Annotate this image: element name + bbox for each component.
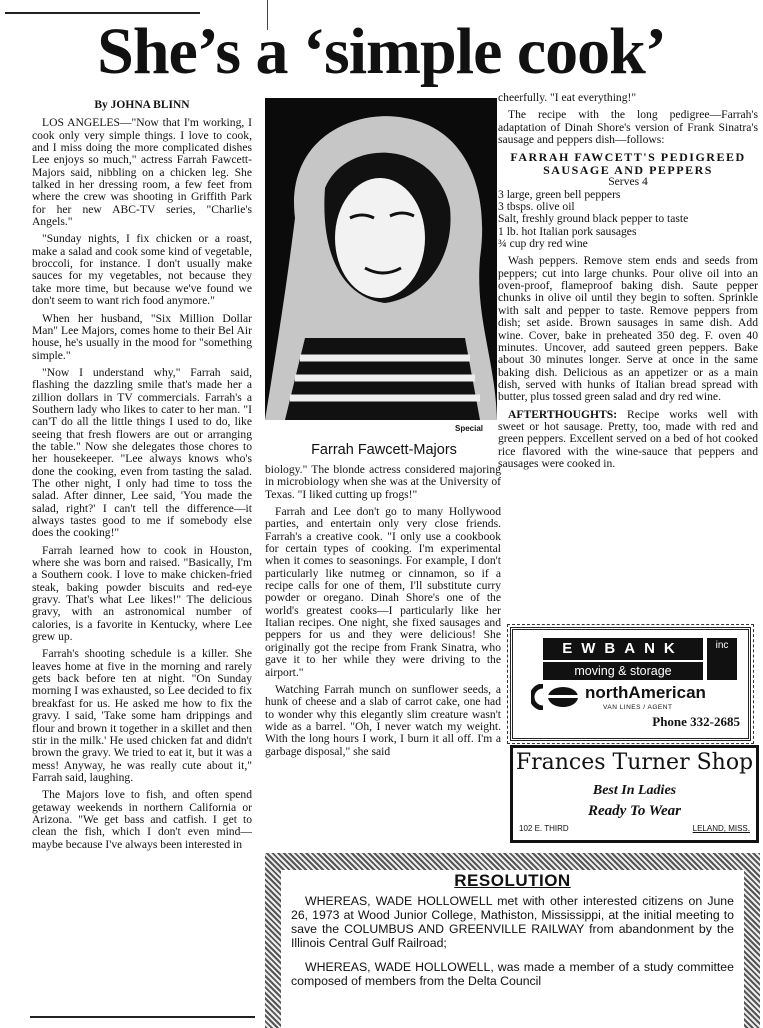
ingredient: ¾ cup dry red wine: [498, 237, 588, 251]
left-column: [32, 99, 252, 1004]
rule-bottom: [30, 1016, 255, 1018]
recipe-title: FARRAH FAWCETT'S PEDIGREED SAUSAGE AND PEPPERS: [510, 150, 746, 177]
shop-name: Frances Turner Shop: [515, 750, 754, 775]
photo-credit: Special: [455, 424, 484, 433]
right-column: [498, 92, 758, 617]
ingredient: 1 lb. hot Italian pork sausages: [498, 224, 637, 238]
paragraph: LOS ANGELES—"Now that I'm working, I cook only very simple things. I love to cook, and I miss doing the more complicated dishes Lee enjoys so much," actress Farrah Fawcett-Majors said, nibbling on a chicken leg. She talked in her dressing room, a few feet from where the crew was shooting in Griffith Park for her new ABC-TV series, "Charlie's Angels.": [32, 116, 252, 229]
ewbank-ad: [510, 627, 751, 741]
afterthoughts-label: AFTERTHOUGHTS:: [508, 407, 618, 421]
ewbank-phone: Phone 332-2685: [652, 714, 740, 729]
byline: By JOHNA BLINN: [94, 99, 190, 111]
paragraph: biology." The blonde actress considered majoring in microbiology when she was at the University of Texas. "I liked cutting up frogs!": [265, 464, 501, 501]
paragraph: Farrah and Lee don't go to many Hollywood parties, and entertain only very close friends. Farrah's a creative cook. "I only use a cookbook for certain types of cooking. I'm experimental when it comes to seasonings. For example, I don't particularly like nutmeg or cinnamon, so if a recipe calls for one of them, I'll substitute curry powder or oregano. Dinah Shore's one of the world's greatest cooks—I particularly like her Italian recipes. One night, she fixed sausages and peppers for us and they were delicious! She originally got the recipe from Frank Sinatra, who gave it to her while they were driving to the airport.": [265, 505, 501, 679]
van-lines-agent: VAN LINES / AGENT: [603, 704, 673, 711]
portrait-photo: [265, 98, 497, 420]
frances-turner-shop-ad: [510, 745, 759, 843]
ewbank-inc: inc: [707, 638, 737, 680]
north-american-brand: northAmerican: [585, 683, 706, 702]
paragraph: cheerfully. "I eat everything!": [498, 92, 637, 104]
resolution-box: [265, 853, 760, 1028]
shop-line1: Best In Ladies: [592, 783, 677, 798]
paragraph: Farrah learned how to cook in Houston, where she was born and raised. "Basically, I'm a Southern cook. I love to make chicken-fried steak, baking powder biscuits and red-eye gravy. That's what Lee likes!" The delicious gravy, with an astronomical number of calories, is a favorite in Kentucky, where Lee grew up.: [32, 543, 252, 644]
paragraph: "Now I understand why," Farrah said, flashing the dazzling smile that's made her a zillion dollars in TV commercials. Farrah's a Southern lady who likes to cater to her man. "I can'T do all the little things I used to do, like seeing that fresh flowers are out or arranging the table." Now she delegates those chores to her housekeeper. "Lee always knows who's done the cooking, even from tasting the salad. The other night, I only had time to toss the salad. After dinner, Lee said, 'You made the salad, right?' I can't tell the difference—it always tastes good to me if somebody else does the cooking!": [32, 365, 252, 540]
afterthoughts: [498, 409, 758, 471]
paragraph: Watching Farrah munch on sunflower seeds, a hunk of cheese and a slab of carrot cake, one had to wonder why this elegantly slim creature wasn't wide as a barrel. "Oh, I never watch my weight. With the long hours I work, I burn it all off. I'm a garbage disposal," she said: [265, 682, 501, 758]
headline: She’s a ‘simple cook’: [97, 15, 666, 88]
paragraph: When her husband, "Six Million Dollar Man" Lee Majors, comes home to their Bel Air house, he's usually in the mood for "something simple.": [32, 311, 252, 362]
shop-town: LELAND, MISS.: [692, 824, 750, 833]
ingredient: Salt, freshly ground black pepper to taste: [498, 212, 689, 226]
ingredient: 3 large, green bell peppers: [498, 187, 621, 201]
middle-column: [265, 464, 501, 850]
ewbank-tagline: moving & storage: [543, 662, 703, 680]
ingredient: 3 tbsps. olive oil: [498, 200, 575, 214]
recipe-directions: Wash peppers. Remove stem ends and seeds from peppers; cut into large chunks. Pour olive oil into an oven-proof, flameproof baking dish. Saute pepper chunks in olive oil until they begin to soften. Sprinkle with salt and pepper to taste. Remove peppers from dish; set aside. Brown sausages in same dish. Add wine. Cover, bake in preheated 350 deg. F. oven 40 minutes. Uncover, add sauteed green peppers. Bake about 30 minutes longer. Serve at once in the same baking dish. Delicious as an appetizer or as a main dish, served with hunks of Italian bread spread with butter, plus tossed green salad and dry red wine.: [498, 254, 758, 404]
shop-line2: Ready To Wear: [587, 803, 682, 819]
recipe-serves: Serves 4: [608, 175, 648, 189]
resolution-content: [281, 870, 744, 1028]
resolution-title: RESOLUTION: [454, 871, 571, 890]
resolution-paragraph: WHEREAS, WADE HOLLOWELL, was made a member of a study committee composed of members from the Delta Council: [291, 960, 734, 988]
north-american-logo-icon: [531, 684, 581, 710]
paragraph: "Sunday nights, I fix chicken or a roast, make a salad and cook some kind of vegetable, broccoli, for instance. I don't usually make sauces for my vegetables, not because they take more time, but because we've found we don't seem to want rich food anymore.": [32, 232, 252, 308]
afterthoughts-text: Recipe works well with sweet or hot sausage. Pretty, too, made with red and green peppers. Excellent served on a bed of hot cooked rice flavored with the wine-sauce that peppers and sausages were cooked in.: [498, 407, 758, 470]
resolution-paragraph: WHEREAS, WADE HOLLOWELL met with other interested citizens on June 26, 1973 at Wood Junior College, Mathiston, Mississippi, at the initial meeting to save the COLUMBUS AND GREENVILLE RAILWAY from abandonment by the Illinois Central Gulf Railroad;: [291, 894, 734, 950]
portrait-image: [265, 98, 497, 420]
photo-caption: Farrah Fawcett-Majors: [311, 442, 457, 458]
shop-address: 102 E. THIRD: [519, 824, 569, 833]
paragraph: The Majors love to fish, and often spend getaway weekends in northern California or Arizona. "We get bass and catfish. I get to clean the fish, which I don't even mind—maybe because I've always been interested in: [32, 788, 252, 851]
paragraph: Farrah's shooting schedule is a killer. She leaves home at five in the morning and rarely gets back before ten at night. "On Sunday morning I was exhausted, so Lee decided to fix breakfast for us. He asked me how to fix the gravy. I said, 'Take some ham drippings and flour and brown it together in a skillet and then stir in the milk.' He used chicken fat and didn't brown the gravy. We tried to eat it, but it was a mess! Anyway, he was really cute about it," Farrah said, laughing.: [32, 647, 252, 784]
ewbank-name: EWBANK: [543, 638, 703, 660]
recipe-intro: The recipe with the long pedigree—Farrah's adaptation of Dinah Shore's version of Frank Sinatra's sausage and peppers dish—follows:: [498, 108, 758, 147]
